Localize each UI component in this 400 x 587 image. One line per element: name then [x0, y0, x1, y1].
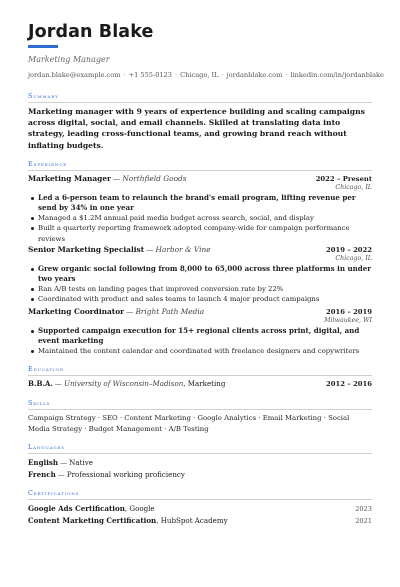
language-level: Native — [69, 458, 93, 468]
job-bullet: Coordinated with product and sales teams to launch 4 major product campaigns — [28, 294, 372, 304]
experience-entry: Marketing Manager — Northfield Goods 2022 – Present Chicago, IL Led a 6-person team to relaunch the brand's email program, lifting revenue per send by 34% in one year Managed a $1.2M annual paid media budget across search, social, and display Built a quarterly reporting framework adopted company-wide for campaign performance reviews — [28, 173, 372, 243]
job-bullets — [28, 326, 372, 357]
contact-email: jordan.blake@example.com — [28, 71, 121, 79]
language-name: French — [28, 470, 56, 480]
job-bullet: Led a 6-person team to relaunch the brand's email program, lifting revenue per send by 34% in one year — [28, 193, 372, 213]
experience-heading: Experience — [28, 160, 372, 171]
education-entry: B.B.A. — University of Wisconsin–Madison, Marketing 2012 – 2016 — [28, 379, 372, 389]
language-level: Professional working proficiency — [66, 470, 185, 480]
job-title: Marketing Coordinator — [28, 306, 125, 316]
education-heading: Education — [28, 365, 372, 376]
education-school: University of Wisconsin–Madison — [64, 379, 184, 389]
experience-entry: Marketing Coordinator — Bright Path Media 2016 – 2019 Milwaukee, WI Supported campaign execution for 15+ regional clients across print, digital, and event marketing Maintained the content calendar and coordinated with freelance designers and copywriters — [28, 306, 372, 356]
certification-issuer: HubSpot Academy — [160, 516, 228, 526]
certification-name: Content Marketing Certification — [28, 516, 157, 526]
job-bullets — [28, 193, 372, 244]
job-bullets — [28, 264, 372, 305]
job-location: Chicago, IL — [335, 254, 372, 262]
certification-entry: Google Ads Certification, Google 2023 — [28, 504, 372, 514]
contact-line — [28, 71, 384, 80]
job-bullet: Managed a $1.2M annual paid media budget across search, social, and display — [28, 213, 372, 223]
candidate-role: Marketing Manager — [28, 55, 110, 64]
job-bullet: Ran A/B tests on landing pages that improved conversion rate by 22% — [28, 284, 372, 294]
job-company: Harbor & Vine — [155, 244, 211, 254]
education-field: Marketing — [187, 379, 226, 389]
job-title: Marketing Manager — [28, 173, 111, 183]
job-dates: 2022 – Present — [315, 174, 372, 183]
job-bullet: Built a quarterly reporting framework adopted company-wide for campaign performance reviews — [28, 223, 372, 243]
contact-linkedin: linkedin.com/in/jordanblake — [290, 71, 384, 79]
job-location: Milwaukee, WI — [324, 316, 372, 324]
language-entry: English — Native — [28, 458, 93, 468]
certification-year: 2021 — [355, 517, 372, 526]
certification-name: Google Ads Certification — [28, 504, 125, 514]
experience-entry: Senior Marketing Specialist — Harbor & Vine 2019 – 2022 Chicago, IL Grew organic social following from 8,000 to 65,000 across three platforms in under two years Ran A/B tests on landing pages that improved conversion rate by 22% Coordinated with product and sales teams to launch 4 major product campaigns — [28, 244, 372, 304]
contact-separator: · — [175, 71, 178, 79]
contact-website: jordanblake.com — [226, 71, 283, 79]
education-dates: 2012 – 2016 — [326, 380, 372, 389]
skills-list: Campaign Strategy · SEO · Content Marketing · Google Analytics · Email Marketing · Social Media Strategy · Budget Management · A/B Testing — [28, 414, 350, 433]
languages-heading: Languages — [28, 443, 372, 454]
contact-phone: +1 555-0123 — [128, 71, 172, 79]
candidate-name: Jordan Blake — [28, 22, 154, 42]
contact-separator: · — [123, 71, 126, 79]
summary-heading: Summary — [28, 92, 372, 103]
contact-separator: · — [285, 71, 288, 79]
job-title: Senior Marketing Specialist — [28, 244, 145, 254]
job-bullet: Grew organic social following from 8,000 to 65,000 across three platforms in under two years — [28, 264, 372, 284]
name-accent-bar — [28, 45, 58, 48]
language-entry: French — Professional working proficiency — [28, 470, 185, 480]
certifications-heading: Certifications — [28, 489, 372, 500]
job-company: Northfield Goods — [122, 173, 187, 183]
job-dates: 2019 – 2022 — [326, 245, 372, 254]
contact-location: Chicago, IL — [180, 71, 219, 79]
language-name: English — [28, 458, 59, 468]
job-bullet: Maintained the content calendar and coordinated with freelance designers and copywriters — [28, 346, 372, 356]
job-dates: 2016 – 2019 — [326, 307, 372, 316]
contact-separator: · — [221, 71, 224, 79]
skills-heading: Skills — [28, 399, 372, 410]
summary-text: Marketing manager with 9 years of experience building and scaling campaigns across digital, social, and email channels. Skilled at translating data into strategy, leading cross-functional teams, and growing brand reach without inflating budgets. — [28, 107, 365, 150]
job-bullet: Supported campaign execution for 15+ regional clients across print, digital, and event marketing — [28, 326, 372, 346]
job-company: Bright Path Media — [135, 306, 205, 316]
job-location: Chicago, IL — [335, 183, 372, 191]
education-degree: B.B.A. — [28, 379, 53, 389]
certification-entry: Content Marketing Certification, HubSpot Academy 2021 — [28, 516, 372, 526]
certification-year: 2023 — [355, 505, 372, 514]
certification-issuer: Google — [129, 504, 155, 514]
